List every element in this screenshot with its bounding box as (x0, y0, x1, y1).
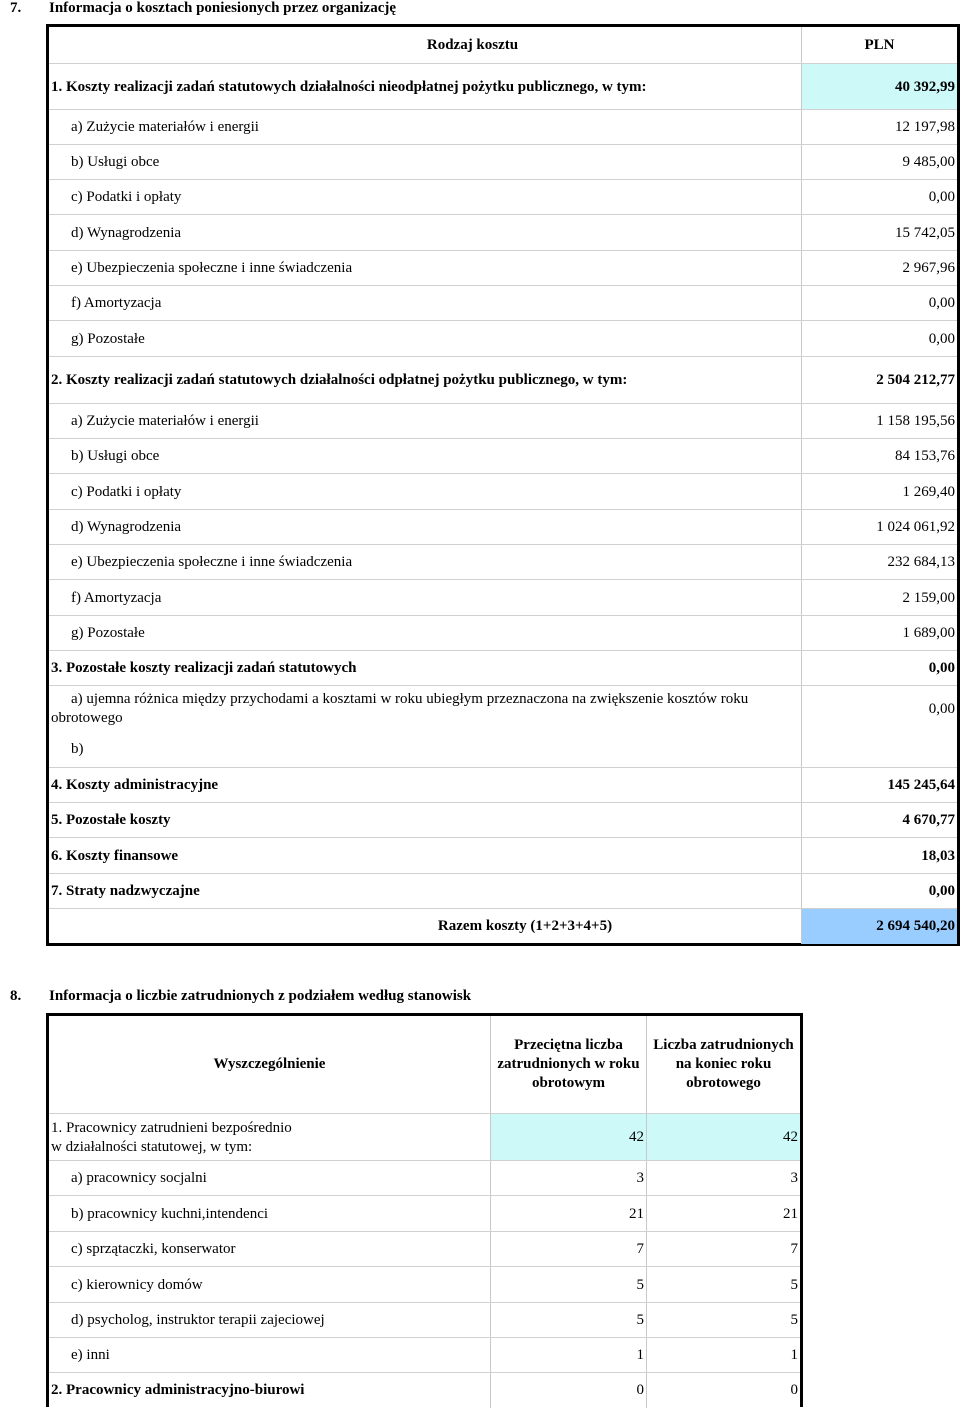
cost-label: g) Pozostałe (71, 625, 145, 641)
cost-row (49, 873, 957, 909)
employment-row (49, 1195, 800, 1232)
cost-label: 7. Straty nadzwyczajne (51, 883, 200, 899)
cost-label: b) (71, 740, 84, 757)
employment-row (49, 1231, 800, 1267)
cost-label: 4. Koszty administracyjne (51, 777, 219, 793)
end-employees-value: 3 (646, 1161, 800, 1196)
cost-value: 1 269,40 (801, 474, 957, 510)
employment-label: c) sprzątaczki, konserwator (71, 1241, 236, 1257)
end-employees-header: Liczba zatrudnionych na koniec roku obrotowego (646, 1016, 800, 1113)
cost-row (49, 837, 957, 874)
employment-row (49, 1160, 800, 1196)
avg-employees-value: 21 (490, 1196, 646, 1232)
employment-table (46, 1013, 803, 1407)
cost-row (49, 579, 957, 616)
cost-value: 1 024 061,92 (801, 510, 957, 545)
cost-value: 18,03 (801, 838, 957, 874)
cost-label: b) Usługi obce (71, 448, 160, 464)
cost-type-header: Rodzaj kosztu (426, 36, 519, 53)
cost-value: 0,00 (801, 651, 957, 686)
employment-header (49, 1016, 800, 1113)
avg-employees-header: Przeciętna liczba zatrudnionych w roku obrotowym (490, 1016, 646, 1113)
cost-value: 84 153,76 (801, 439, 957, 474)
employment-row (49, 1266, 800, 1303)
cost-label: f) Amortyzacja (71, 295, 162, 311)
cost-label: 6. Koszty finansowe (51, 847, 179, 864)
employment-label: d) psycholog, instruktor terapii zajeciowej (71, 1312, 325, 1328)
cost-value: 0,00 (801, 180, 957, 215)
cost-label: 3. Pozostałe koszty realizacji zadań statutowych (51, 660, 357, 676)
cost-value: 0,00 (801, 286, 957, 321)
cost-value: 40 392,99 (801, 64, 957, 110)
cost-row (49, 403, 957, 439)
cost-label: 1. Koszty realizacji zadań statutowych działalności nieodpłatnej pożytku publicznego, w tym: (51, 78, 647, 95)
avg-employees-value: 5 (490, 1267, 646, 1303)
cost-value: 145 245,64 (801, 768, 957, 803)
total-row (49, 908, 957, 944)
cost-value: 9 485,00 (801, 145, 957, 180)
cost-value: 4 670,77 (801, 803, 957, 838)
cost-value: 2 504 212,77 (801, 357, 957, 404)
cost-label: d) Wynagrodzenia (71, 224, 182, 241)
avg-employees-value: 3 (490, 1161, 646, 1196)
section-8-title: Informacja o liczbie zatrudnionych z podziałem według stanowisk (49, 988, 472, 1004)
cost-row (49, 650, 957, 686)
cost-value: 2 967,96 (801, 251, 957, 286)
end-employees-value: 0 (646, 1373, 800, 1408)
cost-row (49, 615, 957, 651)
cost-label: a) ujemna różnica między przychodami a kosztami w roku ubiegłym przeznaczona na zwiększenie kosztów roku obrotowego (51, 691, 749, 726)
employment-row (49, 1113, 800, 1161)
cost-value: 0,00 (801, 686, 957, 732)
cost-label: 5. Pozostałe koszty (51, 812, 171, 828)
cost-row (49, 214, 957, 251)
employment-row (49, 1302, 800, 1338)
cost-value: 0,00 (801, 874, 957, 909)
cost-value: 232 684,13 (801, 545, 957, 580)
cost-label: a) Zużycie materiałów i energii (71, 119, 259, 135)
employment-label: c) kierownicy domów (71, 1276, 203, 1293)
cost-row (49, 438, 957, 474)
cost-value: 1 689,00 (801, 616, 957, 651)
employment-label: b) pracownicy kuchni,intendenci (71, 1205, 269, 1222)
cost-value: 2 159,00 (801, 580, 957, 616)
end-employees-value: 42 (646, 1114, 800, 1161)
end-employees-value: 5 (646, 1303, 800, 1338)
employment-row (49, 1372, 800, 1408)
employment-row (49, 1337, 800, 1373)
total-value: 2 694 540,20 (801, 909, 957, 944)
cost-label: e) Ubezpieczenia społeczne i inne świadczenia (71, 260, 353, 276)
avg-employees-value: 0 (490, 1373, 646, 1408)
cost-row (49, 685, 957, 732)
cost-row (49, 285, 957, 321)
cost-row (49, 731, 957, 767)
cost-label: d) Wynagrodzenia (71, 519, 182, 535)
currency-header: PLN (801, 27, 957, 63)
cost-label: a) Zużycie materiałów i energii (71, 413, 259, 429)
avg-employees-value: 1 (490, 1338, 646, 1373)
cost-row (49, 767, 957, 803)
cost-row (49, 109, 957, 145)
cost-table (46, 24, 960, 946)
employment-label: 2. Pracownicy administracyjno-biurowi (51, 1382, 305, 1398)
total-label: Razem koszty (1+2+3+4+5) (437, 918, 613, 934)
specification-header: Wyszczególnienie (213, 1056, 326, 1072)
end-employees-value: 7 (646, 1232, 800, 1267)
avg-employees-value: 7 (490, 1232, 646, 1267)
cost-row (49, 179, 957, 215)
cost-value: 1 158 195,56 (801, 404, 957, 439)
avg-employees-value: 5 (490, 1303, 646, 1338)
employment-label: 1. Pracownicy zatrudnieni bezpośrednio w działalności statutowej, w tym: (51, 1119, 292, 1155)
section-7-title: Informacja o kosztach poniesionych przez organizację (49, 0, 397, 16)
cost-value: 15 742,05 (801, 215, 957, 251)
section-8-heading (10, 988, 471, 1005)
cost-label: g) Pozostałe (71, 330, 145, 347)
avg-employees-value: 42 (490, 1114, 646, 1161)
cost-row (49, 250, 957, 286)
cost-row (49, 802, 957, 838)
cost-label: f) Amortyzacja (71, 589, 162, 606)
cost-row (49, 509, 957, 545)
end-employees-value: 5 (646, 1267, 800, 1303)
cost-label: 2. Koszty realizacji zadań statutowych działalności odpłatnej pożytku publicznego, w tym: (51, 372, 628, 388)
section-7-number: 7. (10, 0, 22, 16)
cost-table-header (49, 27, 957, 63)
cost-row (49, 320, 957, 357)
cost-label: b) Usługi obce (71, 154, 160, 170)
cost-row (49, 63, 957, 110)
section-8-number: 8. (10, 988, 22, 1004)
employment-label: e) inni (71, 1347, 110, 1363)
cost-row (49, 144, 957, 180)
cost-row (49, 356, 957, 404)
cost-row (49, 544, 957, 580)
employment-label: a) pracownicy socjalni (71, 1170, 207, 1186)
end-employees-value: 21 (646, 1196, 800, 1232)
cost-value: 12 197,98 (801, 110, 957, 145)
cost-label: c) Podatki i opłaty (71, 483, 182, 500)
cost-label: c) Podatki i opłaty (71, 189, 182, 205)
section-7-heading (10, 0, 396, 17)
cost-value (801, 731, 957, 767)
cost-row (49, 473, 957, 510)
cost-value: 0,00 (801, 321, 957, 357)
cost-label: e) Ubezpieczenia społeczne i inne świadczenia (71, 554, 353, 570)
end-employees-value: 1 (646, 1338, 800, 1373)
